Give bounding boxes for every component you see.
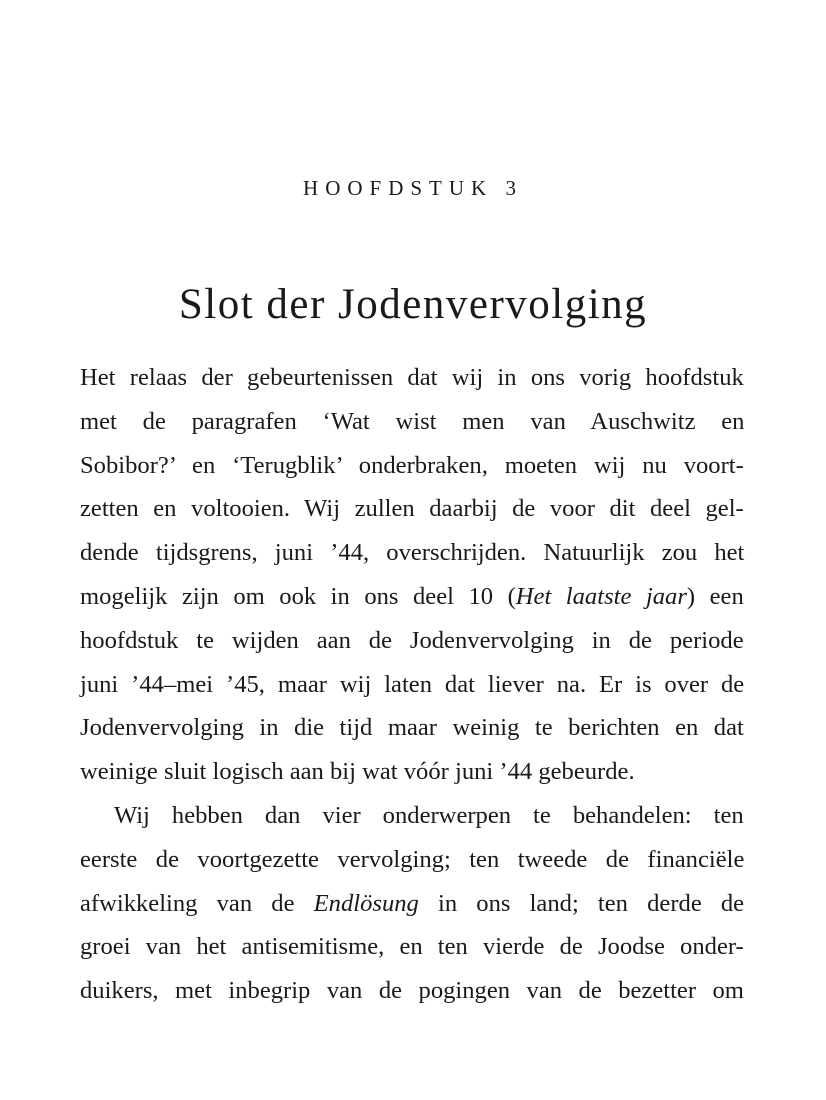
text-line: juni ’44–mei ’45, maar wij laten dat liever na. Er is over de: [80, 670, 745, 698]
text-line: Het relaas der gebeurtenissen dat wij in ons vorig hoofdstuk: [80, 364, 744, 391]
chapter-label: HOOFDSTUK 3: [303, 176, 523, 200]
text-line: weinige sluit logisch aan bij wat vóór juni ’44 gebeurde.: [80, 758, 635, 786]
text-line: dende tijdsgrens, juni ’44, overschrijden. Natuurlijk zou het: [80, 539, 745, 567]
text-line: Jodenvervolging in die tijd maar weinig te berichten en dat: [80, 714, 744, 742]
text-line: groei van het antisemitisme, en ten vierde de Joodse onder-: [80, 933, 744, 961]
text-line: duikers, met inbegrip van de pogingen van de bezetter om: [80, 977, 744, 1005]
text-line: hoofdstuk te wijden aan de Jodenvervolging in de periode: [80, 626, 744, 654]
body-text: [80, 356, 744, 1013]
text-line: afwikkeling van de Endlösung in ons land; ten derde de: [80, 889, 745, 917]
term-italic: Endlösung: [313, 889, 419, 917]
text-line: zetten en voltooien. Wij zullen daarbij de voor dit deel gel-: [80, 495, 744, 523]
book-title-italic: Het laatste jaar: [515, 582, 687, 610]
text-line: Sobibor?’ en ‘Terugblik’ onderbraken, moeten wij nu voort-: [80, 451, 744, 479]
chapter-title: Slot der Jodenvervolging: [178, 281, 648, 328]
text-line: eerste de voortgezette vervolging; ten tweede de financiële: [80, 845, 745, 873]
text-line: Wij hebben dan vier onderwerpen te behandelen: ten: [114, 801, 744, 829]
text-line: met de paragrafen ‘Wat wist men van Auschwitz en: [80, 407, 745, 435]
text-line: mogelijk zijn om ook in ons deel 10 (Het laatste jaar) een: [80, 582, 744, 610]
